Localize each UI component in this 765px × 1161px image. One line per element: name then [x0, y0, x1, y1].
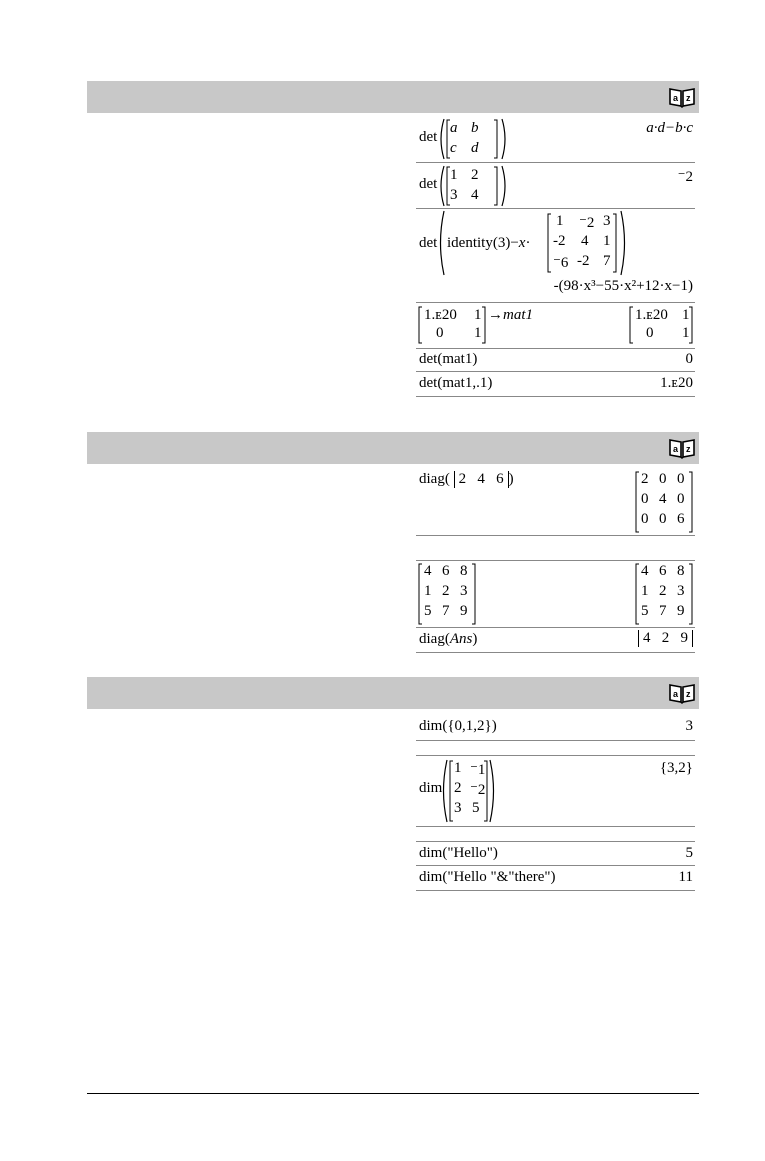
matrix-cell: -2: [553, 233, 566, 249]
example-row: [416, 628, 695, 653]
matrix-cell: 3: [603, 213, 611, 229]
footer-rule: [87, 1093, 699, 1094]
matrix-cell: 3: [460, 583, 468, 599]
matrix-cell: a: [450, 120, 458, 136]
store-expression: →mat1: [488, 307, 533, 323]
example-row: [416, 469, 695, 536]
matrix-cell: -2: [577, 253, 590, 269]
matrix-cell: 1: [424, 583, 432, 599]
matrix-cell: c: [450, 140, 457, 156]
example-row: [416, 755, 695, 827]
matrix-cell: 5: [472, 800, 480, 816]
section-header-diag: [87, 432, 699, 464]
expression: dim("Hello"): [419, 845, 498, 861]
matrix-cell: 1: [474, 325, 482, 341]
matrix-cell: 0: [641, 491, 649, 507]
matrix-cell: 1: [454, 760, 462, 776]
matrix-cell: 7: [659, 603, 667, 619]
matrix-cell: 0: [677, 471, 685, 487]
matrix-cell: 3: [454, 800, 462, 816]
function-name: dim: [419, 780, 443, 796]
matrix-3x2: [441, 759, 496, 823]
matrix-cell: 6: [442, 563, 450, 579]
identity-function: identity(3)−x·: [447, 235, 531, 251]
result: 11: [678, 869, 693, 885]
matrix-cell: 2: [641, 471, 649, 487]
matrix-cell: 0: [659, 471, 667, 487]
result: -(98·x³−55·x²+12·x−1): [553, 278, 693, 294]
matrix-cell: 2: [471, 167, 479, 183]
section-header-det: [87, 81, 699, 113]
matrix-cell: 6: [659, 563, 667, 579]
result: 5: [685, 845, 693, 861]
example-row: [416, 560, 695, 628]
function-name: det: [419, 235, 438, 251]
matrix-cell: ⁻2: [579, 215, 595, 231]
expression: det(mat1,.1): [419, 375, 493, 391]
example-row: [416, 116, 695, 163]
diag-expression: diag( 2 4 6 ): [419, 471, 514, 487]
example-row: [416, 303, 695, 349]
matrix-cell: 1: [556, 213, 564, 229]
matrix-cell: 0: [646, 325, 654, 341]
matrix-cell: 6: [677, 511, 685, 527]
matrix-cell: 7: [603, 253, 611, 269]
result: {3,2}: [659, 760, 693, 776]
matrix-cell: 8: [460, 563, 468, 579]
example-row: [416, 163, 695, 209]
matrix-cell: 1: [682, 307, 690, 323]
matrix-cell: 4: [471, 187, 479, 203]
matrix-cell: ⁻2: [470, 782, 486, 798]
matrix-cell: 0: [641, 511, 649, 527]
catalog-book-icon[interactable]: [668, 682, 696, 704]
result: 1.ᴇ20: [660, 375, 693, 391]
matrix-cell: 0: [677, 491, 685, 507]
matrix-cell: d: [471, 140, 479, 156]
result: a·d−b·c: [646, 120, 693, 136]
expression: det(mat1): [419, 351, 478, 367]
matrix-cell: 4: [424, 563, 432, 579]
example-row: [416, 841, 695, 866]
example-row: [416, 714, 695, 741]
matrix-cell: 5: [641, 603, 649, 619]
example-row: [416, 866, 695, 891]
matrix-cell: 1: [450, 167, 458, 183]
matrix-cell: 3: [450, 187, 458, 203]
matrix-cell: 2: [442, 583, 450, 599]
matrix-cell: 1: [603, 233, 611, 249]
matrix-cell: 1.ᴇ20: [424, 307, 457, 323]
expression: dim({0,1,2}): [419, 718, 497, 734]
example-row: [416, 209, 695, 303]
matrix-cell: b: [471, 120, 479, 136]
function-name: det: [419, 176, 438, 192]
matrix-cell: 7: [442, 603, 450, 619]
catalog-book-icon[interactable]: [668, 437, 696, 459]
matrix-cell: 0: [436, 325, 444, 341]
det-examples: [416, 116, 695, 397]
matrix-cell: 9: [677, 603, 685, 619]
matrix-cell: 2: [659, 583, 667, 599]
diag-examples: [416, 469, 695, 653]
matrix-cell: ⁻6: [553, 255, 569, 271]
matrix-cell: ⁻1: [470, 762, 486, 778]
example-row: [416, 349, 695, 372]
expression: dim("Hello "&"there"): [419, 869, 556, 885]
result: 0: [685, 351, 693, 367]
matrix-cell: 1: [682, 325, 690, 341]
matrix-cell: 4: [641, 563, 649, 579]
matrix-cell: 4: [581, 233, 589, 249]
result: ⁻2: [677, 169, 693, 185]
matrix-cell: 5: [424, 603, 432, 619]
result-row-vector: 4 2 9: [638, 630, 693, 647]
example-row: [416, 372, 695, 397]
section-header-dim: [87, 677, 699, 709]
function-name: det: [419, 129, 438, 145]
matrix-cell: 2: [454, 780, 462, 796]
matrix-cell: 0: [659, 511, 667, 527]
matrix-cell: 1.ᴇ20: [635, 307, 668, 323]
result: 3: [685, 718, 693, 734]
matrix-cell: 1: [474, 307, 482, 323]
matrix-cell: 8: [677, 563, 685, 579]
catalog-book-icon[interactable]: [668, 86, 696, 108]
matrix-cell: 3: [677, 583, 685, 599]
expression: diag(Ans): [419, 631, 478, 647]
matrix-cell: 9: [460, 603, 468, 619]
matrix-cell: 1: [641, 583, 649, 599]
dim-examples: [416, 714, 695, 891]
matrix-cell: 4: [659, 491, 667, 507]
